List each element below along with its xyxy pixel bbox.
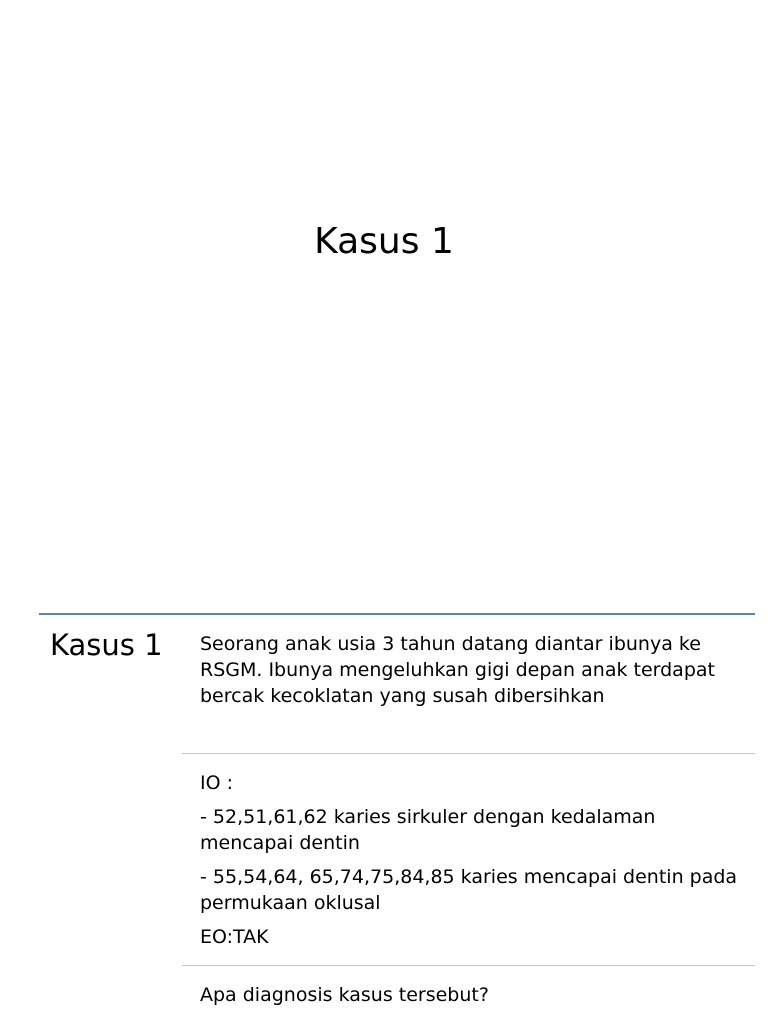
io-finding: - 55,54,64, 65,74,75,84,85 karies mencapai dentin pada permukaan oklusal	[200, 866, 738, 914]
case-description: Seorang anak usia 3 tahun datang diantar ibunya ke RSGM. Ibunya mengeluhkan gigi depan anak terdapat bercak kecoklatan yang susah dibersihkan	[200, 633, 715, 707]
eo-label: EO:TAK	[200, 926, 269, 948]
io-finding: - 52,51,61,62 karies sirkuler dengan kedalaman mencapai dentin	[200, 806, 656, 854]
io-label: IO :	[200, 772, 233, 794]
case-heading: Kasus 1	[50, 628, 163, 662]
top-rule	[39, 613, 755, 615]
question: Apa diagnosis kasus tersebut?	[200, 984, 489, 1006]
case-description-block	[200, 631, 740, 709]
divider	[182, 965, 755, 966]
question-block	[200, 982, 740, 1008]
divider	[182, 753, 755, 754]
examination-block	[200, 770, 740, 958]
slide-title: Kasus 1	[314, 221, 454, 262]
